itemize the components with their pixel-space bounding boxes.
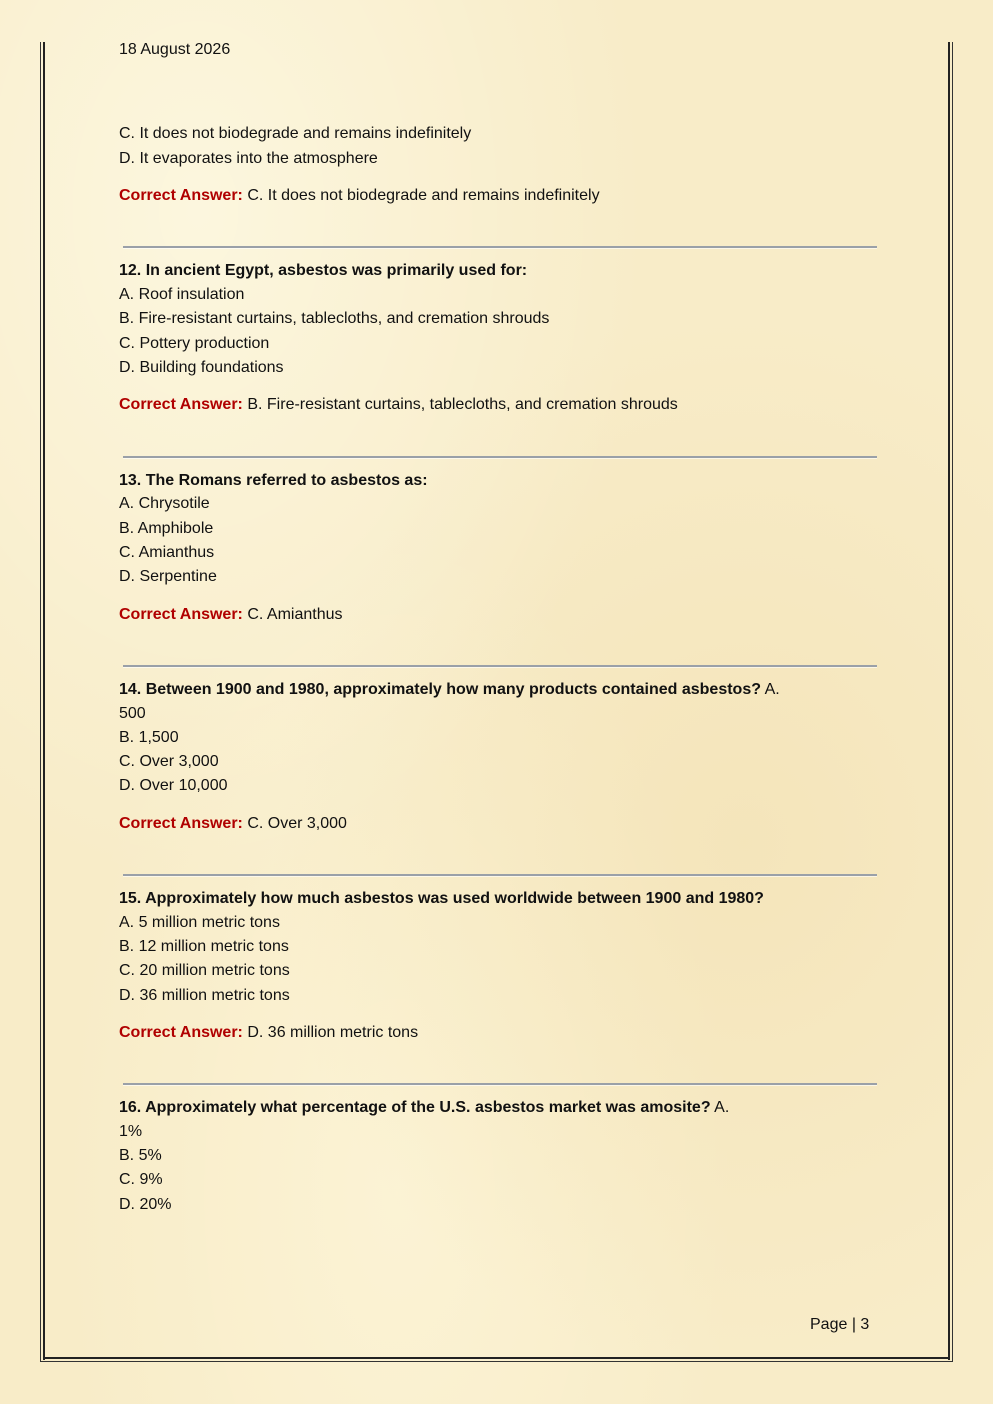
question-title-tail: A. [714,1099,730,1116]
question-title: 14. Between 1900 and 1980, approximately how many products contained asbestos? [119,681,761,698]
correct-answer-label: Correct Answer: [119,396,243,413]
option-c: C. Amianthus [119,544,215,561]
option-b: B. 5% [119,1147,162,1164]
question-title: 12. In ancient Egypt, asbestos was primarily used for: [119,262,528,279]
page-number: Page | 3 [810,1316,870,1333]
option-a: 1% [119,1123,143,1140]
option-d: D. It evaporates into the atmosphere [119,150,378,167]
correct-answer-text: D. 36 million metric tons [247,1024,419,1041]
page-border-right [952,42,953,1362]
correct-answer [119,814,347,834]
question-title-line [119,1098,729,1118]
option-c: C. Over 3,000 [119,753,219,770]
option-c: C. 20 million metric tons [119,962,290,979]
page-border-bottom [40,1361,953,1362]
correct-answer [119,186,600,206]
question-separator [123,874,877,876]
option-c: C. Pottery production [119,335,270,352]
correct-answer [119,605,343,625]
question-title: 13. The Romans referred to asbestos as: [119,472,428,489]
option-b: B. 1,500 [119,729,179,746]
option-a: A. Chrysotile [119,495,210,512]
option-a: 500 [119,705,146,722]
option-d: D. Serpentine [119,568,217,585]
correct-answer [119,395,678,415]
question-title: 16. Approximately what percentage of the U.S. asbestos market was amosite? [119,1099,711,1116]
correct-answer-label: Correct Answer: [119,187,243,204]
option-b: B. Fire-resistant curtains, tablecloths, and cremation shrouds [119,310,550,327]
correct-answer-text: C. Amianthus [247,606,343,623]
page-border-bottom-inner [43,1357,950,1359]
correct-answer-text: C. Over 3,000 [247,815,347,832]
option-d: D. Over 10,000 [119,777,228,794]
correct-answer [119,1023,418,1043]
correct-answer-label: Correct Answer: [119,606,243,623]
page-border-left-inner [43,42,45,1360]
question-separator [123,456,877,458]
page-border-left [40,42,41,1362]
question-title-line [119,680,780,700]
correct-answer-text: C. It does not biodegrade and remains indefinitely [247,187,600,204]
question-separator [123,665,877,667]
question-separator [123,1083,877,1085]
option-b: B. Amphibole [119,520,214,537]
header-date: 18 August 2026 [119,41,231,58]
option-a: A. 5 million metric tons [119,914,280,931]
option-b: B. 12 million metric tons [119,938,289,955]
page-border-right-inner [948,42,950,1360]
option-d: D. Building foundations [119,359,284,376]
question-title: 15. Approximately how much asbestos was used worldwide between 1900 and 1980? [119,890,764,907]
correct-answer-text: B. Fire-resistant curtains, tablecloths, and cremation shrouds [247,396,678,413]
option-d: D. 36 million metric tons [119,987,290,1004]
correct-answer-label: Correct Answer: [119,1024,243,1041]
option-d: D. 20% [119,1196,172,1213]
correct-answer-label: Correct Answer: [119,815,243,832]
question-separator [123,246,877,248]
question-title-tail: A. [764,681,780,698]
option-a: A. Roof insulation [119,286,245,303]
option-c: C. It does not biodegrade and remains indefinitely [119,125,472,142]
option-c: C. 9% [119,1171,163,1188]
